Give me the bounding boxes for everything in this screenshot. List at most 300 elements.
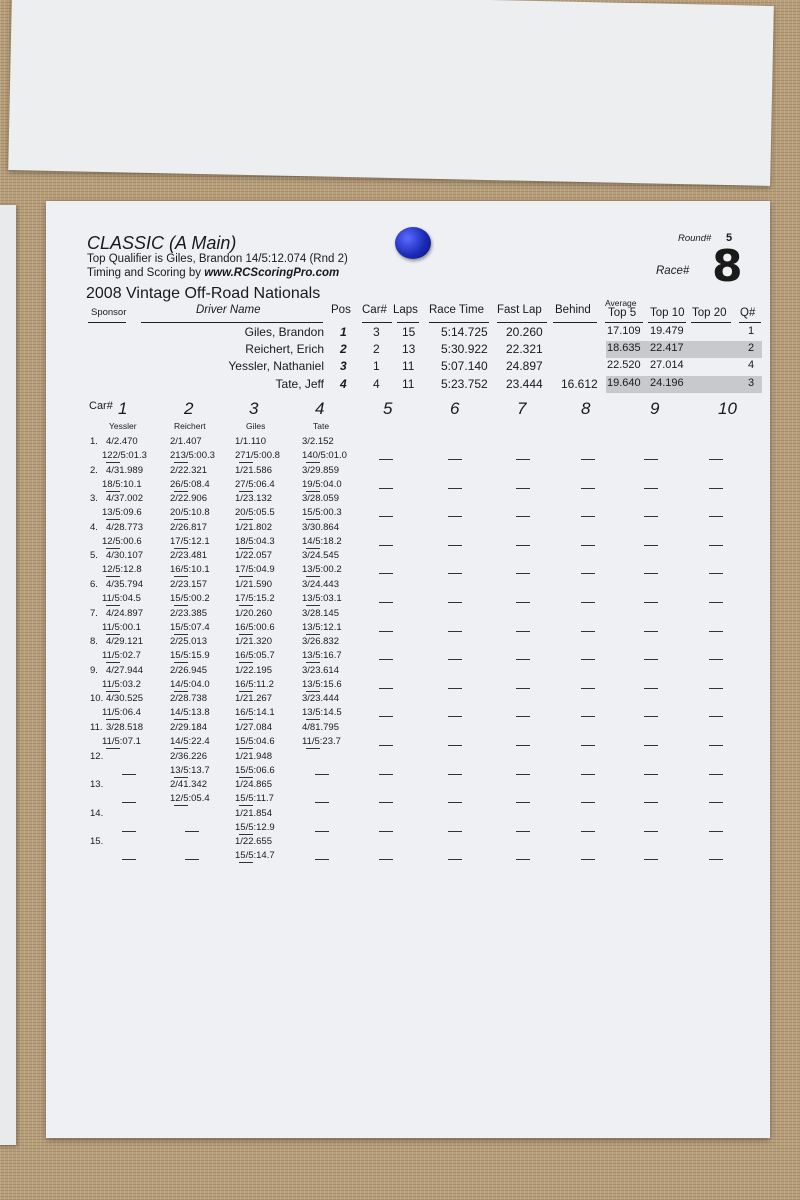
lap-number: 2. [90, 464, 98, 476]
empty-lap-dash [379, 688, 393, 689]
empty-lap-dash [379, 802, 393, 803]
col-laps: Laps [393, 304, 418, 316]
lap-total-time: 11/5:23.7 [302, 736, 341, 747]
empty-lap-dash [709, 831, 723, 832]
col-car: Car# [362, 304, 387, 316]
col-sponsor: Sponsor [91, 307, 127, 318]
lap-position-time: 2/26.817 [170, 521, 207, 533]
empty-lap-dash [644, 745, 658, 746]
empty-lap-dash [185, 859, 199, 860]
lap-total-time: 16/5:00.6 [235, 621, 275, 633]
car-number: 1 [373, 359, 380, 373]
lap-number: 10. [90, 693, 104, 705]
position-underline [174, 548, 188, 549]
lap-total-time: 15/5:00.3 [302, 507, 342, 519]
empty-lap-dash [709, 659, 723, 660]
race-time: 5:30.922 [441, 342, 488, 356]
lap-total-time: 17/5:04.9 [235, 564, 275, 576]
position-underline [239, 491, 253, 492]
empty-lap-dash [448, 602, 462, 603]
lap-position-time: 2/26.945 [170, 664, 207, 676]
lap-position-time: 1/21.590 [235, 579, 272, 590]
lap-number: 3. [90, 493, 98, 505]
lap-chart-driver: Giles [246, 421, 266, 431]
empty-lap-dash [379, 573, 393, 574]
lap-total-time: 12/5:05.4 [170, 793, 210, 805]
lap-total-time: 14/5:18.2 [302, 535, 342, 547]
position-underline [106, 576, 120, 577]
position-underline [239, 777, 253, 778]
empty-lap-dash [379, 631, 393, 632]
position-underline [106, 719, 120, 720]
car-number: 3 [373, 325, 380, 339]
empty-lap-dash [581, 545, 595, 546]
lap-chart-car-number: 2 [184, 399, 194, 418]
empty-lap-dash [644, 659, 658, 660]
lap-total-time: 15/5:15.9 [170, 650, 210, 662]
lap-position-time: 1/21.802 [235, 521, 272, 533]
lap-total-time: 13/5:14.5 [302, 707, 342, 719]
lap-total-time: 20/5:10.8 [170, 507, 210, 519]
empty-lap-dash [379, 745, 393, 746]
empty-lap-dash [315, 831, 329, 832]
empty-lap-dash [581, 831, 595, 832]
lap-position-time: 1/21.320 [235, 636, 272, 648]
position-underline [306, 462, 320, 463]
laps: 13 [402, 342, 416, 356]
position-underline [174, 748, 188, 749]
driver-name: Giles, Brandon [244, 325, 324, 339]
position-underline [106, 519, 120, 520]
position-underline [306, 576, 320, 577]
lap-position-time: 1/1.110 [235, 436, 266, 447]
lap-position-time: 1/21.267 [235, 693, 272, 705]
empty-lap-dash [516, 545, 530, 546]
lap-chart-car-number: 1 [118, 399, 128, 418]
position-underline [106, 662, 120, 663]
lap-position-time: 2/22.321 [170, 464, 207, 476]
lap-chart-car-number: 6 [450, 399, 460, 418]
empty-lap-dash [709, 602, 723, 603]
empty-lap-dash [709, 516, 723, 517]
timing-site: www.RCScoringPro.com [204, 267, 340, 279]
empty-lap-dash [644, 831, 658, 832]
lap-number: 1. [90, 436, 98, 447]
empty-lap-dash [644, 859, 658, 860]
empty-lap-dash [709, 459, 723, 460]
round-value: 5 [726, 232, 733, 244]
col-average: Average [605, 298, 637, 308]
lap-position-time: 4/35.794 [106, 579, 143, 590]
empty-lap-dash [516, 688, 530, 689]
timing-credit [87, 267, 339, 279]
col-q: Q# [740, 307, 756, 319]
lap-total-time: 14/5:22.4 [170, 736, 210, 747]
lap-position-time: 4/37.002 [106, 493, 143, 505]
lap-chart-car-number: 4 [315, 399, 325, 418]
position-underline [239, 862, 253, 863]
empty-lap-dash [379, 659, 393, 660]
race-time: 5:23.752 [441, 377, 488, 391]
empty-lap-dash [315, 802, 329, 803]
lap-position-time: 2/23.385 [170, 607, 207, 619]
lap-total-time: 14/5:04.0 [170, 678, 210, 690]
lap-number: 15. [90, 836, 104, 848]
position-underline [174, 805, 188, 806]
lap-position-time: 3/29.859 [302, 464, 339, 476]
top5-avg: 17.109 [607, 325, 641, 337]
empty-lap-dash [644, 516, 658, 517]
empty-lap-dash [644, 716, 658, 717]
position: 4 [340, 377, 347, 391]
driver-name: Reichert, Erich [245, 342, 324, 356]
lap-number: 11. [90, 722, 103, 733]
empty-lap-dash [379, 545, 393, 546]
top10-avg: 24.196 [650, 377, 684, 389]
lap-position-time: 1/20.260 [235, 607, 272, 619]
position-underline [174, 662, 188, 663]
lap-total-time: 271/5:00.8 [235, 450, 280, 461]
behind: 16.612 [561, 377, 598, 391]
empty-lap-dash [379, 774, 393, 775]
lap-number: 6. [90, 579, 98, 590]
lap-number: 4. [90, 521, 98, 533]
race-results-sheet [46, 201, 770, 1138]
position-underline [106, 748, 120, 749]
top5-avg: 18.635 [607, 342, 641, 354]
laps: 11 [402, 377, 415, 391]
position-underline [239, 719, 253, 720]
lap-total-time: 12/5:00.6 [102, 535, 142, 547]
lap-chart-car-number: 3 [249, 399, 259, 418]
lap-chart-car-label: Car# [89, 400, 113, 412]
empty-lap-dash [709, 859, 723, 860]
position-underline [306, 662, 320, 663]
lap-chart-car-number: 9 [650, 399, 660, 418]
lap-position-time: 3/26.832 [302, 636, 339, 648]
position-underline [239, 605, 253, 606]
lap-total-time: 16/5:05.7 [235, 650, 275, 662]
lap-total-time: 17/5:12.1 [170, 535, 210, 547]
lap-position-time: 2/1.407 [170, 436, 202, 447]
empty-lap-dash [448, 688, 462, 689]
event-name: 2008 Vintage Off-Road Nationals [86, 285, 321, 302]
lap-total-time: 11/5:03.2 [102, 678, 141, 690]
empty-lap-dash [516, 802, 530, 803]
lap-chart-car-number: 7 [517, 399, 527, 418]
lap-total-time: 19/5:04.0 [302, 478, 342, 490]
lap-chart-driver: Yessler [109, 421, 137, 431]
position-underline [239, 748, 253, 749]
lap-total-time: 12/5:12.8 [102, 564, 142, 576]
empty-lap-dash [448, 488, 462, 489]
lap-position-time: 2/36.226 [170, 750, 207, 762]
empty-lap-dash [644, 802, 658, 803]
empty-lap-dash [122, 831, 136, 832]
position-underline [106, 605, 120, 606]
fast-lap: 23.444 [506, 377, 543, 391]
empty-lap-dash [448, 774, 462, 775]
empty-lap-dash [122, 774, 136, 775]
position: 1 [340, 325, 347, 339]
empty-lap-dash [516, 859, 530, 860]
race-title: CLASSIC (A Main) [87, 233, 237, 253]
position-underline [239, 805, 253, 806]
empty-lap-dash [379, 488, 393, 489]
lap-total-time: 213/5:00.3 [170, 450, 215, 461]
header-rule [362, 322, 392, 323]
col-race-time: Race Time [429, 304, 484, 316]
empty-lap-dash [709, 545, 723, 546]
position-underline [239, 519, 253, 520]
position-underline [239, 691, 253, 692]
lap-position-time: 3/24.545 [302, 550, 339, 562]
position-underline [239, 462, 253, 463]
position-underline [306, 748, 320, 749]
lap-position-time: 3/28.059 [302, 493, 339, 505]
position-underline [174, 519, 188, 520]
position-underline [239, 634, 253, 635]
position: 2 [340, 342, 347, 356]
lap-total-time: 13/5:15.6 [302, 678, 342, 690]
position-underline [239, 834, 253, 835]
top-qualifier: Top Qualifier is Giles, Brandon 14/5:12.074 (Rnd 2) [87, 253, 348, 265]
position-underline [174, 605, 188, 606]
position-underline [174, 634, 188, 635]
empty-lap-dash [315, 774, 329, 775]
lap-position-time: 3/28.145 [302, 607, 339, 619]
lap-position-time: 2/41.342 [170, 779, 207, 791]
lap-total-time: 13/5:16.7 [302, 650, 342, 662]
lap-total-time: 140/5:01.0 [302, 450, 347, 461]
lap-position-time: 1/22.057 [235, 550, 272, 562]
col-pos: Pos [331, 304, 351, 316]
header-rule [691, 322, 731, 323]
empty-lap-dash [185, 831, 199, 832]
lap-number: 13. [90, 779, 104, 791]
empty-lap-dash [379, 459, 393, 460]
lap-position-time: 1/27.084 [235, 722, 272, 733]
col-top20: Top 20 [692, 307, 727, 319]
lap-number: 5. [90, 550, 98, 562]
empty-lap-dash [516, 459, 530, 460]
lap-total-time: 20/5:05.5 [235, 507, 275, 519]
lap-total-time: 11/5:00.1 [102, 621, 141, 633]
background-paper-top [8, 0, 774, 186]
lap-total-time: 15/5:14.7 [235, 850, 275, 862]
empty-lap-dash [709, 716, 723, 717]
lap-position-time: 2/23.481 [170, 550, 207, 562]
header-rule [605, 322, 643, 323]
empty-lap-dash [581, 488, 595, 489]
position-underline [174, 777, 188, 778]
lap-number: 9. [90, 664, 98, 676]
lap-total-time: 13/5:03.1 [302, 593, 342, 604]
lap-position-time: 2/22.906 [170, 493, 207, 505]
lap-position-time: 3/24.443 [302, 579, 339, 590]
lap-total-time: 16/5:11.2 [235, 678, 274, 690]
empty-lap-dash [709, 688, 723, 689]
driver-name: Tate, Jeff [275, 377, 324, 391]
push-pin [395, 227, 431, 259]
driver-name: Yessler, Nathaniel [228, 359, 324, 373]
empty-lap-dash [379, 516, 393, 517]
header-rule [88, 322, 126, 323]
empty-lap-dash [644, 602, 658, 603]
lap-total-time: 13/5:09.6 [102, 507, 142, 519]
lap-position-time: 4/28.773 [106, 521, 143, 533]
race-time: 5:07.140 [441, 359, 488, 373]
position-underline [174, 462, 188, 463]
empty-lap-dash [448, 659, 462, 660]
empty-lap-dash [448, 631, 462, 632]
empty-lap-dash [644, 631, 658, 632]
top5-avg: 19.640 [607, 377, 641, 389]
empty-lap-dash [581, 631, 595, 632]
empty-lap-dash [448, 745, 462, 746]
lap-total-time: 11/5:07.1 [102, 736, 141, 747]
position-underline [306, 719, 320, 720]
empty-lap-dash [709, 774, 723, 775]
empty-lap-dash [516, 602, 530, 603]
position-underline [106, 548, 120, 549]
header-rule [553, 322, 597, 323]
lap-position-time: 1/22.655 [235, 836, 272, 848]
lap-position-time: 1/21.586 [235, 464, 272, 476]
position-underline [306, 491, 320, 492]
empty-lap-dash [709, 573, 723, 574]
race-number: 8 [712, 241, 743, 292]
empty-lap-dash [581, 459, 595, 460]
top5-avg: 22.520 [607, 359, 641, 371]
header-rule [739, 322, 761, 323]
lap-total-time: 17/5:15.2 [235, 593, 275, 604]
lap-position-time: 2/28.738 [170, 693, 207, 705]
empty-lap-dash [379, 716, 393, 717]
empty-lap-dash [448, 859, 462, 860]
empty-lap-dash [644, 545, 658, 546]
position-underline [106, 462, 120, 463]
race-time: 5:14.725 [441, 325, 488, 339]
lap-position-time: 3/2.152 [302, 436, 334, 447]
timing-prefix: Timing and Scoring by [87, 267, 201, 279]
lap-total-time: 15/5:06.6 [235, 764, 275, 776]
lap-position-time: 3/23.444 [302, 693, 339, 705]
position-underline [106, 691, 120, 692]
position: 3 [340, 359, 347, 373]
lap-position-time: 4/81.795 [302, 722, 339, 733]
lap-total-time: 15/5:12.9 [235, 821, 275, 833]
position-underline [106, 491, 120, 492]
empty-lap-dash [448, 573, 462, 574]
lap-chart-driver: Tate [313, 421, 330, 431]
laps: 15 [402, 325, 416, 339]
race-label: Race# [656, 265, 690, 277]
empty-lap-dash [516, 716, 530, 717]
fast-lap: 20.260 [506, 325, 543, 339]
position-underline [239, 548, 253, 549]
empty-lap-dash [448, 545, 462, 546]
top10-avg: 27.014 [650, 359, 684, 371]
empty-lap-dash [122, 859, 136, 860]
empty-lap-dash [581, 802, 595, 803]
lap-position-time: 1/21.854 [235, 807, 272, 819]
position-underline [174, 576, 188, 577]
col-driver: Driver Name [196, 304, 261, 316]
lap-position-time: 3/30.864 [302, 521, 339, 533]
lap-chart-car-number: 10 [718, 399, 737, 418]
lap-position-time: 1/21.948 [235, 750, 272, 762]
lap-total-time: 11/5:02.7 [102, 650, 141, 662]
empty-lap-dash [448, 716, 462, 717]
lap-position-time: 2/23.157 [170, 579, 207, 590]
empty-lap-dash [122, 802, 136, 803]
empty-lap-dash [644, 488, 658, 489]
lap-total-time: 18/5:04.3 [235, 535, 275, 547]
lap-total-time: 13/5:13.7 [170, 764, 210, 776]
lap-total-time: 26/5:08.4 [170, 478, 210, 490]
lap-chart-car-number: 5 [383, 399, 393, 418]
lap-number: 14. [90, 807, 104, 819]
lap-total-time: 122/5:01.3 [102, 450, 147, 461]
header-rule [429, 322, 489, 323]
qualifying-position: 4 [748, 359, 755, 371]
empty-lap-dash [448, 516, 462, 517]
empty-lap-dash [516, 488, 530, 489]
empty-lap-dash [516, 745, 530, 746]
empty-lap-dash [581, 688, 595, 689]
position-underline [106, 634, 120, 635]
lap-position-time: 4/24.897 [106, 607, 143, 619]
empty-lap-dash [516, 831, 530, 832]
empty-lap-dash [581, 859, 595, 860]
lap-total-time: 27/5:06.4 [235, 478, 275, 490]
header-rule [648, 322, 686, 323]
lap-position-time: 1/23.132 [235, 493, 272, 505]
lap-chart-car-number: 8 [581, 399, 591, 418]
fast-lap: 24.897 [506, 359, 543, 373]
empty-lap-dash [644, 459, 658, 460]
empty-lap-dash [315, 859, 329, 860]
empty-lap-dash [644, 573, 658, 574]
empty-lap-dash [516, 573, 530, 574]
lap-total-time: 15/5:11.7 [235, 793, 274, 805]
lap-total-time: 15/5:00.2 [170, 593, 210, 604]
round-label: Round# [678, 233, 712, 244]
lap-total-time: 18/5:10.1 [102, 478, 142, 490]
empty-lap-dash [581, 602, 595, 603]
lap-position-time: 4/27.944 [106, 664, 143, 676]
empty-lap-dash [581, 716, 595, 717]
empty-lap-dash [448, 459, 462, 460]
lap-total-time: 11/5:04.5 [102, 593, 141, 604]
empty-lap-dash [709, 745, 723, 746]
background-paper-left [0, 205, 16, 1145]
empty-lap-dash [709, 802, 723, 803]
empty-lap-dash [516, 774, 530, 775]
lap-number: 7. [90, 607, 98, 619]
lap-chart-driver: Reichert [174, 421, 206, 431]
position-underline [174, 719, 188, 720]
position-underline [239, 576, 253, 577]
empty-lap-dash [644, 774, 658, 775]
empty-lap-dash [581, 573, 595, 574]
lap-total-time: 15/5:07.4 [170, 621, 210, 633]
lap-number: 12. [90, 750, 104, 762]
car-number: 4 [373, 377, 380, 391]
lap-position-time: 2/25.013 [170, 636, 207, 648]
lap-position-time: 1/24.865 [235, 779, 272, 791]
